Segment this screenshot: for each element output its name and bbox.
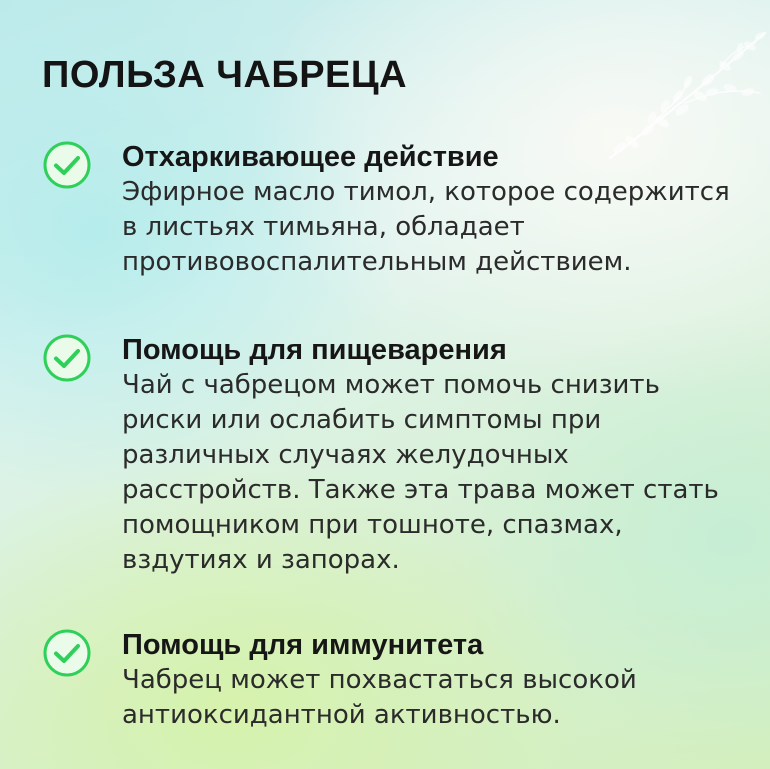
page-title: ПОЛЬЗА ЧАБРЕЦА — [42, 54, 408, 96]
check-circle-icon — [42, 628, 92, 678]
benefit-item — [42, 333, 742, 578]
benefit-heading: Отхаркивающее действие — [122, 141, 499, 173]
benefit-item — [42, 628, 742, 733]
benefit-heading: Помощь для иммунитета — [122, 629, 484, 661]
benefit-body: Чабрец может похвастаться высокой антиоксидантной активностью. — [122, 665, 637, 730]
benefit-heading: Помощь для пищеварения — [122, 334, 507, 366]
benefit-body: Чай с чабрецом может помочь снизить риски или ослабить симптомы при различных случаях желудочных расстройств. Также эта трава может стать помощником при тошноте, спазмах, вздутиях и запорах. — [122, 370, 719, 575]
benefit-text — [122, 628, 742, 733]
benefit-body: Эфирное масло тимол, которое содержится в листьях тимьяна, обладает противовоспалительным действием. — [122, 177, 730, 277]
benefit-text — [122, 140, 742, 280]
check-circle-icon — [42, 333, 92, 383]
check-circle-icon — [42, 140, 92, 190]
benefit-item — [42, 140, 742, 280]
benefit-text — [122, 333, 742, 578]
